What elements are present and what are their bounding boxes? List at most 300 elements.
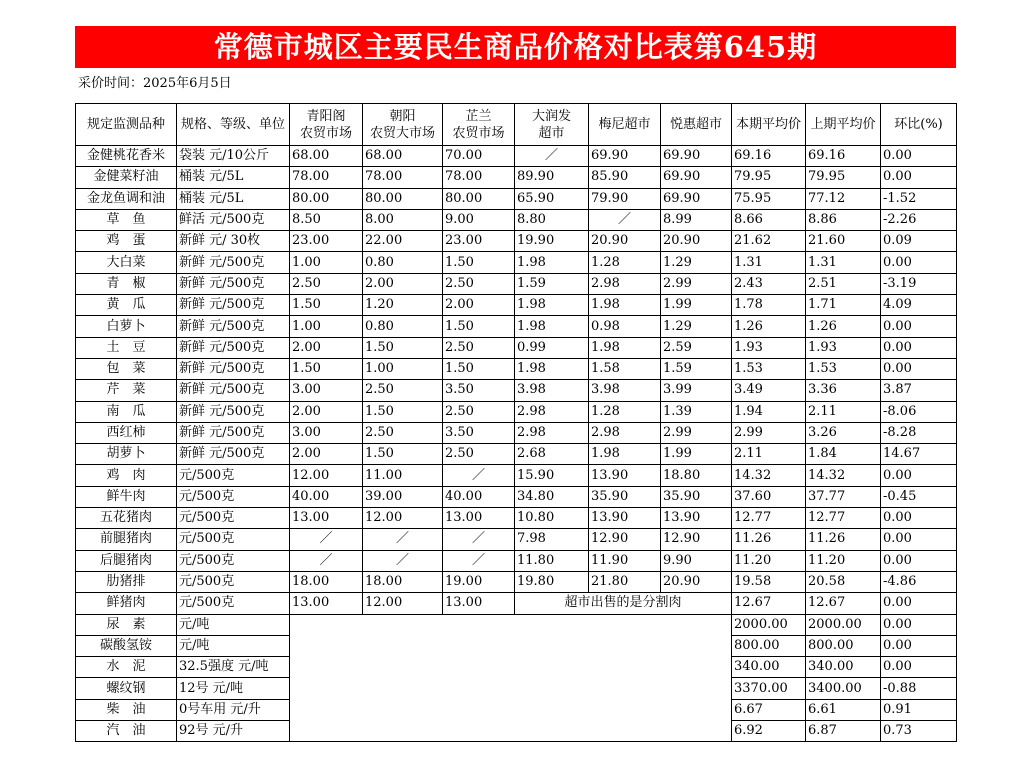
column-header: 朝阳 农贸大市场 <box>363 104 443 146</box>
table-row <box>76 146 957 167</box>
price-cell: 2.50 <box>443 401 515 422</box>
price-cell: 2.50 <box>290 273 363 294</box>
price-cell: 9.00 <box>443 209 515 230</box>
price-cell: 1.98 <box>515 252 589 273</box>
price-cell: 2.11 <box>806 401 881 422</box>
price-cell: 2.50 <box>363 422 443 443</box>
price-cell: 21.62 <box>732 231 806 252</box>
table-row <box>76 380 957 401</box>
price-cell: 78.00 <box>363 167 443 188</box>
price-cell: -1.52 <box>881 188 957 209</box>
table-row <box>76 316 957 337</box>
price-cell: 19.80 <box>515 571 589 592</box>
price-cell: 1.59 <box>515 273 589 294</box>
commodity-spec: 新鲜 元/500克 <box>177 316 290 337</box>
price-cell: 0.00 <box>881 167 957 188</box>
price-cell: 13.90 <box>589 465 661 486</box>
price-cell: 85.90 <box>589 167 661 188</box>
price-cell: 21.80 <box>589 571 661 592</box>
table-row <box>76 422 957 443</box>
commodity-name: 前腿猪肉 <box>76 529 177 550</box>
price-cell: 3.98 <box>515 380 589 401</box>
price-cell: 13.00 <box>443 508 515 529</box>
price-cell: 1.59 <box>661 358 732 379</box>
commodity-spec: 32.5强度 元/吨 <box>177 657 290 678</box>
commodity-name: 五花猪肉 <box>76 508 177 529</box>
column-header: 本期平均价 <box>732 104 806 146</box>
price-cell: 1.99 <box>661 444 732 465</box>
price-cell: 0.00 <box>881 550 957 571</box>
price-cell: 12.77 <box>732 508 806 529</box>
price-cell: 1.98 <box>589 444 661 465</box>
price-cell: 2.50 <box>443 337 515 358</box>
table-header-row <box>76 104 957 146</box>
price-cell: 1.78 <box>732 295 806 316</box>
price-cell: 0.80 <box>363 316 443 337</box>
commodity-name: 金健菜籽油 <box>76 167 177 188</box>
commodity-spec: 袋装 元/10公斤 <box>177 146 290 167</box>
price-cell: 11.20 <box>732 550 806 571</box>
price-cell: 1.93 <box>732 337 806 358</box>
table-row <box>76 188 957 209</box>
price-cell: 2.00 <box>290 444 363 465</box>
commodity-name: 汽 油 <box>76 721 177 742</box>
supermarket-note: 超市出售的是分割肉 <box>515 593 732 614</box>
commodity-spec: 新鲜 元/500克 <box>177 295 290 316</box>
commodity-name: 鲜牛肉 <box>76 486 177 507</box>
price-cell: 8.80 <box>515 209 589 230</box>
price-cell: 3.50 <box>443 380 515 401</box>
price-cell: 11.80 <box>515 550 589 571</box>
price-cell: 37.60 <box>732 486 806 507</box>
price-cell: 78.00 <box>443 167 515 188</box>
price-cell: 12.67 <box>806 593 881 614</box>
price-cell: 14.32 <box>806 465 881 486</box>
price-cell: 8.86 <box>806 209 881 230</box>
table-row <box>76 252 957 273</box>
price-cell: 1.98 <box>515 295 589 316</box>
price-cell: 11.20 <box>806 550 881 571</box>
price-comparison-table <box>75 103 957 742</box>
price-cell: 1.29 <box>661 316 732 337</box>
column-header: 环比(%) <box>881 104 957 146</box>
price-cell: ／ <box>363 529 443 550</box>
price-cell: 3.00 <box>290 422 363 443</box>
price-cell: 0.00 <box>881 529 957 550</box>
commodity-name: 大白菜 <box>76 252 177 273</box>
commodity-name: 胡萝卜 <box>76 444 177 465</box>
price-cell: ／ <box>443 465 515 486</box>
price-cell: 69.90 <box>589 146 661 167</box>
price-cell: 1.00 <box>290 316 363 337</box>
price-cell: -4.86 <box>881 571 957 592</box>
price-cell: 14.67 <box>881 444 957 465</box>
price-cell: 12.00 <box>363 593 443 614</box>
price-cell: 1.99 <box>661 295 732 316</box>
price-cell: 3.36 <box>806 380 881 401</box>
commodity-name: 土 豆 <box>76 337 177 358</box>
commodity-name: 西红柿 <box>76 422 177 443</box>
price-cell: ／ <box>290 550 363 571</box>
price-cell: 1.50 <box>363 444 443 465</box>
price-cell: 78.00 <box>290 167 363 188</box>
commodity-name: 水 泥 <box>76 657 177 678</box>
commodity-name: 草 鱼 <box>76 209 177 230</box>
price-cell: 20.90 <box>589 231 661 252</box>
price-cell: 800.00 <box>806 635 881 656</box>
price-cell: -8.06 <box>881 401 957 422</box>
commodity-spec: 元/500克 <box>177 508 290 529</box>
price-cell: 2.98 <box>589 273 661 294</box>
price-cell: 19.90 <box>515 231 589 252</box>
price-cell: 3400.00 <box>806 678 881 699</box>
price-cell: 0.80 <box>363 252 443 273</box>
commodity-spec: 元/吨 <box>177 635 290 656</box>
price-cell: 0.00 <box>881 252 957 273</box>
price-cell: 11.26 <box>806 529 881 550</box>
price-cell: 2.11 <box>732 444 806 465</box>
price-cell: 80.00 <box>443 188 515 209</box>
commodity-spec: 新鲜 元/ 30枚 <box>177 231 290 252</box>
price-cell: 1.50 <box>443 358 515 379</box>
commodity-spec: 元/500克 <box>177 465 290 486</box>
price-cell: 2.68 <box>515 444 589 465</box>
column-header: 大润发 超市 <box>515 104 589 146</box>
price-cell: 35.90 <box>661 486 732 507</box>
commodity-spec: 新鲜 元/500克 <box>177 444 290 465</box>
price-cell: 0.00 <box>881 593 957 614</box>
price-cell: 20.90 <box>661 231 732 252</box>
price-cell: 18.80 <box>661 465 732 486</box>
commodity-name: 包 菜 <box>76 358 177 379</box>
price-cell: 2.98 <box>515 401 589 422</box>
table-row <box>76 231 957 252</box>
price-cell: 18.00 <box>363 571 443 592</box>
price-cell: 0.09 <box>881 231 957 252</box>
commodity-name: 柴 油 <box>76 699 177 720</box>
table-row <box>76 295 957 316</box>
price-cell: 3.87 <box>881 380 957 401</box>
price-cell: -8.28 <box>881 422 957 443</box>
price-cell: 3.49 <box>732 380 806 401</box>
price-cell: ／ <box>515 146 589 167</box>
price-cell: 80.00 <box>290 188 363 209</box>
price-cell: 1.26 <box>806 316 881 337</box>
price-cell: 2.51 <box>806 273 881 294</box>
column-header: 青阳阁 农贸市场 <box>290 104 363 146</box>
price-cell: 3.98 <box>589 380 661 401</box>
price-cell: 6.92 <box>732 721 806 742</box>
price-cell: 9.90 <box>661 550 732 571</box>
price-cell: 2.50 <box>443 444 515 465</box>
table-row <box>76 529 957 550</box>
price-cell: 2.99 <box>661 422 732 443</box>
price-cell: 69.90 <box>661 188 732 209</box>
price-cell: 1.50 <box>443 252 515 273</box>
price-cell: 800.00 <box>732 635 806 656</box>
price-cell: 11.90 <box>589 550 661 571</box>
price-cell: 69.16 <box>806 146 881 167</box>
price-cell: 0.00 <box>881 358 957 379</box>
commodity-name: 金健桃花香米 <box>76 146 177 167</box>
commodity-spec: 桶装 元/5L <box>177 188 290 209</box>
price-cell: 79.95 <box>806 167 881 188</box>
price-cell: 22.00 <box>363 231 443 252</box>
price-cell: 18.00 <box>290 571 363 592</box>
price-cell: 340.00 <box>806 657 881 678</box>
price-cell: 1.93 <box>806 337 881 358</box>
price-cell: 3370.00 <box>732 678 806 699</box>
price-cell: 1.94 <box>732 401 806 422</box>
table-row <box>76 401 957 422</box>
commodity-name: 螺纹钢 <box>76 678 177 699</box>
price-cell: 1.98 <box>589 295 661 316</box>
price-cell: 2.50 <box>443 273 515 294</box>
price-cell: 34.80 <box>515 486 589 507</box>
price-cell: 2000.00 <box>806 614 881 635</box>
price-cell: 40.00 <box>290 486 363 507</box>
commodity-spec: 新鲜 元/500克 <box>177 401 290 422</box>
price-cell: 13.00 <box>443 593 515 614</box>
column-header: 芷兰 农贸市场 <box>443 104 515 146</box>
price-cell: 69.16 <box>732 146 806 167</box>
commodity-spec: 新鲜 元/500克 <box>177 422 290 443</box>
price-cell: ／ <box>443 550 515 571</box>
price-cell: 1.20 <box>363 295 443 316</box>
price-cell: 1.98 <box>515 358 589 379</box>
price-cell: 12.00 <box>290 465 363 486</box>
price-cell: 2.00 <box>443 295 515 316</box>
price-cell: 8.99 <box>661 209 732 230</box>
price-cell: 12.77 <box>806 508 881 529</box>
price-cell: 14.32 <box>732 465 806 486</box>
price-cell: 6.61 <box>806 699 881 720</box>
commodity-name: 黄 瓜 <box>76 295 177 316</box>
price-cell: -3.19 <box>881 273 957 294</box>
price-cell: 40.00 <box>443 486 515 507</box>
price-cell: 0.73 <box>881 721 957 742</box>
price-cell: 19.00 <box>443 571 515 592</box>
price-cell: 12.00 <box>363 508 443 529</box>
price-cell: 0.91 <box>881 699 957 720</box>
price-cell: 77.12 <box>806 188 881 209</box>
commodity-spec: 元/吨 <box>177 614 290 635</box>
price-cell: 1.00 <box>290 252 363 273</box>
price-cell: 20.90 <box>661 571 732 592</box>
column-header: 悦惠超市 <box>661 104 732 146</box>
price-cell: 19.58 <box>732 571 806 592</box>
table-row <box>76 571 957 592</box>
commodity-name: 青 椒 <box>76 273 177 294</box>
price-cell: 0.00 <box>881 146 957 167</box>
commodity-name: 金龙鱼调和油 <box>76 188 177 209</box>
price-cell: 4.09 <box>881 295 957 316</box>
commodity-spec: 92号 元/升 <box>177 721 290 742</box>
price-cell: 0.98 <box>589 316 661 337</box>
price-cell: 68.00 <box>290 146 363 167</box>
price-cell: -2.26 <box>881 209 957 230</box>
price-cell: ／ <box>290 529 363 550</box>
table-row <box>76 508 957 529</box>
price-cell: 8.00 <box>363 209 443 230</box>
commodity-spec: 新鲜 元/500克 <box>177 273 290 294</box>
price-cell: 1.50 <box>363 337 443 358</box>
commodity-name: 鸡 肉 <box>76 465 177 486</box>
price-cell: 3.26 <box>806 422 881 443</box>
price-cell: 75.95 <box>732 188 806 209</box>
commodity-name: 南 瓜 <box>76 401 177 422</box>
page-title: 常德市城区主要民生商品价格对比表第645期 <box>75 26 956 68</box>
price-cell: 2.00 <box>290 337 363 358</box>
table-row <box>76 444 957 465</box>
price-cell: 1.50 <box>290 358 363 379</box>
price-cell: 70.00 <box>443 146 515 167</box>
price-cell: 1.50 <box>290 295 363 316</box>
price-cell: 69.90 <box>661 146 732 167</box>
price-cell: 1.53 <box>806 358 881 379</box>
price-cell: 6.67 <box>732 699 806 720</box>
table-row <box>76 273 957 294</box>
price-cell: 1.98 <box>515 316 589 337</box>
commodity-name: 碳酸氢铵 <box>76 635 177 656</box>
price-cell: 0.00 <box>881 316 957 337</box>
price-cell: 2.99 <box>732 422 806 443</box>
price-cell: 1.28 <box>589 401 661 422</box>
price-cell: 65.90 <box>515 188 589 209</box>
price-cell: 1.28 <box>589 252 661 273</box>
price-cell: 1.50 <box>363 401 443 422</box>
column-header: 规定监测品种 <box>76 104 177 146</box>
table-row <box>76 486 957 507</box>
price-cell: -0.45 <box>881 486 957 507</box>
price-cell: 12.90 <box>661 529 732 550</box>
price-cell: 13.00 <box>290 593 363 614</box>
price-cell: 0.00 <box>881 635 957 656</box>
commodity-spec: 元/500克 <box>177 486 290 507</box>
commodity-spec: 鲜活 元/500克 <box>177 209 290 230</box>
commodity-name: 鸡 蛋 <box>76 231 177 252</box>
commodity-spec: 新鲜 元/500克 <box>177 337 290 358</box>
commodity-name: 尿 素 <box>76 614 177 635</box>
price-cell: 68.00 <box>363 146 443 167</box>
price-cell: 2000.00 <box>732 614 806 635</box>
column-header: 上期平均价 <box>806 104 881 146</box>
table-row <box>76 209 957 230</box>
price-cell: 0.99 <box>515 337 589 358</box>
price-cell: 13.90 <box>589 508 661 529</box>
price-cell: 37.77 <box>806 486 881 507</box>
price-cell: ／ <box>443 529 515 550</box>
price-cell: 6.87 <box>806 721 881 742</box>
price-cell: 12.67 <box>732 593 806 614</box>
price-cell: 3.00 <box>290 380 363 401</box>
price-cell: 1.84 <box>806 444 881 465</box>
commodity-spec: 元/500克 <box>177 593 290 614</box>
table-row <box>76 337 957 358</box>
price-cell: 1.71 <box>806 295 881 316</box>
commodity-name: 鲜猪肉 <box>76 593 177 614</box>
price-cell: 20.58 <box>806 571 881 592</box>
commodity-spec: 新鲜 元/500克 <box>177 252 290 273</box>
table-row <box>76 167 957 188</box>
price-cell: 11.26 <box>732 529 806 550</box>
price-cell: 2.00 <box>290 401 363 422</box>
price-cell: 10.80 <box>515 508 589 529</box>
price-cell: ／ <box>363 550 443 571</box>
commodity-spec: 12号 元/吨 <box>177 678 290 699</box>
price-cell: 0.00 <box>881 337 957 358</box>
commodity-spec: 桶装 元/5L <box>177 167 290 188</box>
price-cell: 8.66 <box>732 209 806 230</box>
price-cell: 1.58 <box>589 358 661 379</box>
table-row <box>76 550 957 571</box>
price-cell: -0.88 <box>881 678 957 699</box>
price-cell: 13.90 <box>661 508 732 529</box>
price-cell: 12.90 <box>589 529 661 550</box>
price-cell: 69.90 <box>661 167 732 188</box>
table-row <box>76 593 957 614</box>
price-cell: 7.98 <box>515 529 589 550</box>
price-cell: 0.00 <box>881 657 957 678</box>
commodity-name: 芹 菜 <box>76 380 177 401</box>
price-cell: 1.98 <box>589 337 661 358</box>
price-cell: 3.50 <box>443 422 515 443</box>
price-cell: 79.90 <box>589 188 661 209</box>
price-cell: 1.39 <box>661 401 732 422</box>
price-cell: 8.50 <box>290 209 363 230</box>
price-cell: 1.53 <box>732 358 806 379</box>
price-cell: 1.50 <box>443 316 515 337</box>
commodity-name: 肋猪排 <box>76 571 177 592</box>
survey-time: 采价时间：2025年6月5日 <box>78 76 232 91</box>
price-cell: 2.50 <box>363 380 443 401</box>
price-cell: 2.59 <box>661 337 732 358</box>
price-cell: 23.00 <box>443 231 515 252</box>
price-cell: 11.00 <box>363 465 443 486</box>
price-cell: 340.00 <box>732 657 806 678</box>
price-cell: 2.43 <box>732 273 806 294</box>
price-cell: 2.99 <box>661 273 732 294</box>
commodity-name: 白萝卜 <box>76 316 177 337</box>
price-cell: 79.95 <box>732 167 806 188</box>
commodity-spec: 0号车用 元/升 <box>177 699 290 720</box>
commodity-spec: 新鲜 元/500克 <box>177 358 290 379</box>
price-cell: 39.00 <box>363 486 443 507</box>
price-cell: ／ <box>589 209 661 230</box>
price-cell: 2.00 <box>363 273 443 294</box>
column-header: 规格、等级、单位 <box>177 104 290 146</box>
price-cell: 1.26 <box>732 316 806 337</box>
price-cell: 80.00 <box>363 188 443 209</box>
price-cell: 13.00 <box>290 508 363 529</box>
price-cell: 1.31 <box>806 252 881 273</box>
price-cell: 1.00 <box>363 358 443 379</box>
price-cell: 0.00 <box>881 614 957 635</box>
price-cell: 23.00 <box>290 231 363 252</box>
table-row <box>76 614 957 635</box>
commodity-spec: 元/500克 <box>177 571 290 592</box>
column-header: 梅尼超市 <box>589 104 661 146</box>
table-row <box>76 358 957 379</box>
table-row <box>76 465 957 486</box>
price-cell: 15.90 <box>515 465 589 486</box>
price-cell: 0.00 <box>881 465 957 486</box>
price-cell: 2.98 <box>589 422 661 443</box>
price-cell: 1.31 <box>732 252 806 273</box>
price-cell: 0.00 <box>881 508 957 529</box>
commodity-spec: 元/500克 <box>177 529 290 550</box>
commodity-spec: 新鲜 元/500克 <box>177 380 290 401</box>
